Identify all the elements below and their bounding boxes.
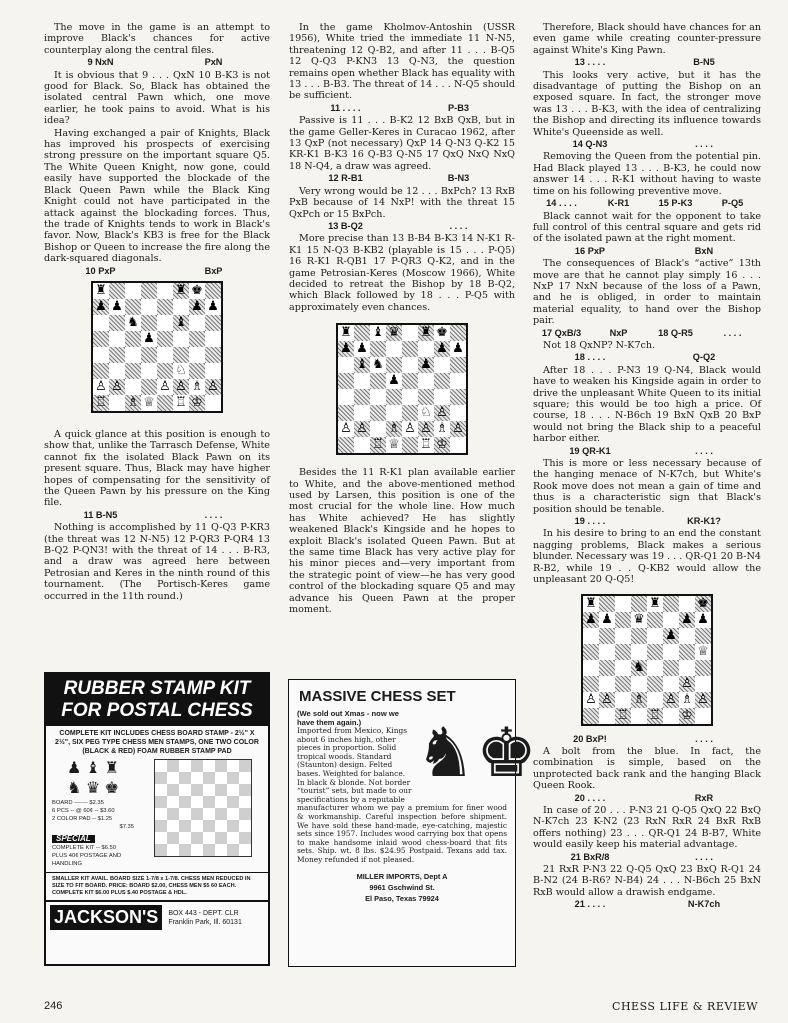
- move-line: 13 B-Q2 . . . .: [328, 220, 468, 231]
- board-square: [695, 660, 711, 676]
- article-column-3: [533, 22, 761, 912]
- board-square: [338, 437, 354, 453]
- board-square: ♖: [93, 395, 109, 411]
- move-line: 10 PxP BxP: [85, 265, 223, 276]
- special-badge: SPECIAL: [52, 835, 95, 843]
- board-square: [599, 596, 615, 612]
- board-square: ♟: [93, 299, 109, 315]
- board-square: ♙: [418, 421, 434, 437]
- ad-body: [289, 709, 537, 804]
- board-square: ♝: [354, 357, 370, 373]
- board-square: [695, 628, 711, 644]
- move-line: 16 PxP BxN: [574, 245, 714, 256]
- board-square: ♛: [633, 611, 645, 627]
- board-square: ♞: [372, 357, 384, 373]
- paragraph: Not 18 QxNP? N-K7ch.: [543, 339, 656, 351]
- board-square: ♕: [697, 643, 709, 659]
- board-square: [583, 644, 599, 660]
- board-square: [615, 596, 631, 612]
- board-square: [125, 363, 141, 379]
- board-square: ♙: [205, 379, 221, 395]
- board-square: [189, 363, 205, 379]
- chess-diagram-3: [581, 594, 713, 726]
- paragraph: Passive is 11 . . . B-K2 12 BxB QxB, but in the game Geller-Keres in Curacao 1962, after 13 QxP (not necessary) QxP 14 Q-N3 Q-K2 15 KR-K1 B-K3 16 Q-B3 Q-N5 17 QxQ NxQ NxQ 18 N-Q4, a draw was agreed.: [289, 115, 515, 172]
- board-square: [583, 660, 599, 676]
- board-square: [418, 373, 434, 389]
- paragraph: A quick glance at this position is enough to show that, unlike the Tarrasch Defense, White cannot fix the isolated Black Pawn on its present square. Thus, Black may have higher hopes of compensating for the sensitivity of the Queen Pawn by his pressure on the King file.: [44, 428, 270, 509]
- board-square: ♙: [434, 405, 450, 421]
- board-square: [205, 363, 221, 379]
- board-square: ♙: [679, 676, 695, 692]
- board-square: [386, 357, 402, 373]
- paragraph: Therefore, Black should have chances for an even game while creating counter-pressure against White's King Pawn.: [533, 22, 761, 56]
- board-square: [141, 315, 157, 331]
- move-line: 20 BxP! . . . .: [573, 733, 713, 744]
- board-square: ♟: [338, 341, 354, 357]
- board-square: [679, 644, 695, 660]
- paragraph: Very wrong would be 12 . . . BxPch? 13 RxB PxB because of 14 NxP! with the threat 15 QxPch or 15 BxPch.: [289, 185, 515, 220]
- board-square: ♗: [125, 395, 141, 411]
- board-square: ♜: [418, 325, 434, 341]
- board-square: [338, 357, 354, 373]
- board-square: [157, 315, 173, 331]
- paragraph: In the game Kholmov-Antoshin (USSR 1956), White tried the immediate 11 N-N5, threatening 12 Q-B2, and after 11 . . . B-Q5 12 Q-Q3 P-KN3 13 Q-N3, the question remains open whether Black has equality with 13 . . . B-B3. The threat of 14 . . . N-Q5 should be sufficient.: [289, 22, 515, 102]
- move-line: 9 NxN PxN: [87, 57, 223, 68]
- board-square: [402, 405, 418, 421]
- move-line: 21 BxR/8 . . . .: [570, 851, 713, 862]
- stamp-board-image: [154, 759, 252, 857]
- board-square: ♙: [173, 379, 189, 395]
- board-square: ♟: [111, 298, 123, 314]
- board-square: [205, 283, 221, 299]
- board-square: [450, 437, 466, 453]
- board-square: ♙: [109, 379, 125, 395]
- ad-lead: (We sold out Xmas - now we have them again.): [297, 709, 399, 727]
- move-line: 11 B-N5 . . . .: [83, 509, 223, 520]
- board-square: [615, 692, 631, 708]
- paragraph: Removing the Queen from the potential pin. Had Black played 13 . . . B-K3, he could now answer 14 . . . R-K1 without having to waste time on his following preventive move.: [533, 151, 761, 197]
- board-square: [679, 660, 695, 676]
- board-square: ♔: [434, 437, 450, 453]
- board-square: [93, 315, 109, 331]
- board-square: [631, 676, 647, 692]
- board-square: [157, 363, 173, 379]
- paragraph: This is more or less necessary because of the hanging menace of N-K7ch, but White's Rook move does not mean a gain of time and thus is a characteristic sign that Black's position should be tenable.: [533, 458, 761, 515]
- board-square: [141, 283, 157, 299]
- board-square: [370, 373, 386, 389]
- board-square: ♜: [173, 283, 189, 299]
- board-square: [434, 373, 450, 389]
- board-square: [450, 405, 466, 421]
- board-square: [338, 373, 354, 389]
- paragraph: The move in the game is an attempt to improve Black's chances for active counterplay along the central files.: [44, 22, 270, 56]
- move-line: 19 . . . . KR-K1?: [574, 516, 721, 527]
- ad-headline: RUBBER STAMP KIT FOR POSTAL CHESS: [46, 674, 268, 726]
- chess-set-photo: ♞♚: [415, 714, 537, 793]
- board-square: [631, 596, 647, 612]
- board-square: [109, 363, 125, 379]
- brand-logo: JACKSON'S: [50, 905, 162, 930]
- board-square: ♟: [356, 341, 368, 357]
- board-square: [402, 389, 418, 405]
- ad-headline: MASSIVE CHESS SET: [299, 688, 456, 705]
- chess-piece-icons: ♟ ♝ ♜: [67, 760, 119, 777]
- move-line: 14 . . . . K-R1 15 P-K3 P-Q5: [546, 198, 744, 209]
- board-square: [631, 708, 647, 724]
- board-square: [157, 331, 173, 347]
- board-square: ♟: [143, 330, 155, 346]
- board-square: [354, 389, 370, 405]
- board-square: [386, 341, 402, 357]
- board-square: [141, 363, 157, 379]
- board-square: [125, 299, 141, 315]
- board-square: ♙: [695, 692, 711, 708]
- board-square: [663, 596, 679, 612]
- board-square: [434, 357, 450, 373]
- board-square: [109, 331, 125, 347]
- board-square: [450, 325, 466, 341]
- board-square: [647, 692, 663, 708]
- board-square: ♟: [434, 341, 450, 357]
- ad-product-area: [46, 759, 268, 868]
- chess-piece-icons: ♞ ♛ ♚: [67, 780, 119, 797]
- board-square: [338, 405, 354, 421]
- paragraph: Having exchanged a pair of Knights, Black has improved his prospects of exercising strong pressure on the important square Q5. The White Queen Knight, now gone, could easily have supported the blockade of the Black Queen Pawn while the Black King Knight could not have participated in the attack against the blockading forces. Thus, the trade of Knights tends to work in Black's favor. Now, Black's KB3 is free for the Black Bishop or Queen to increase the fire along the dark-squared diagonals.: [44, 127, 270, 265]
- board-square: [663, 660, 679, 676]
- board-square: [631, 644, 647, 660]
- board-square: [125, 283, 141, 299]
- board-square: [93, 331, 109, 347]
- board-square: [370, 389, 386, 405]
- board-square: [370, 421, 386, 437]
- board-square: [402, 325, 418, 341]
- board-square: ♕: [143, 394, 155, 410]
- board-square: [93, 347, 109, 363]
- board-square: [402, 437, 418, 453]
- board-square: [663, 708, 679, 724]
- move-line: 18 . . . . Q-Q2: [574, 352, 716, 363]
- board-square: [157, 299, 173, 315]
- board-square: ♙: [585, 691, 597, 707]
- chess-diagram-1: [91, 281, 223, 413]
- board-square: [418, 341, 434, 357]
- board-square: ♖: [647, 708, 663, 724]
- move-line: 20 . . . . RxR: [574, 792, 714, 803]
- board-square: ♖: [175, 394, 187, 410]
- paragraph: 21 RxR P-N3 22 Q-Q5 QxQ 23 BxQ R-Q1 24 B-N2 (24 B-R6? N-B4) 24 . . . N-B6ch 25 BxN RxB would allow a drawish endgame.: [533, 863, 761, 898]
- board-square: [205, 315, 221, 331]
- paragraph: More precise than 13 B-B4 B-K3 14 N-K1 R-K1 15 N-Q3 B-KB2 (playable is 15 . . . P-Q5) 16 R-K1 R-QB1 17 P-QR3 Q-K2, and in the game Petrosian-Keres (Moscow 1966), White decided to retreat the Bishop by 18 B-Q2, which Black followed by 18 . . . P-Q5 with approximately even chances.: [289, 233, 515, 313]
- board-square: [354, 325, 370, 341]
- board-square: [402, 357, 418, 373]
- board-square: ♙: [340, 421, 352, 437]
- board-square: [615, 612, 631, 628]
- paragraph: This looks very active, but it has the disadvantage of putting the Bishop on an exposed square. In fact, the stronger move was 13 . . . B-K3, with the idea of centralizing the Bishop and directing its influence towards White's Queenside as well.: [533, 69, 761, 138]
- paragraph: In his desire to bring to an end the constant nagging problems, Black makes a serious blunder. Necessary was 19 . . . QR-Q1 20 B-N4 R-B2, while 19 . . Q-KB2 would allow the unpleasant 20 Q-Q5!: [533, 528, 761, 586]
- board-square: [189, 347, 205, 363]
- article-column-1: [44, 22, 270, 603]
- board-square: ♕: [388, 437, 400, 453]
- board-square: [695, 676, 711, 692]
- board-square: [663, 644, 679, 660]
- board-square: ♔: [189, 395, 205, 411]
- board-square: ♟: [663, 628, 679, 644]
- board-square: [93, 363, 109, 379]
- board-square: [205, 395, 221, 411]
- board-square: [450, 389, 466, 405]
- board-square: ♙: [599, 692, 615, 708]
- board-square: [647, 612, 663, 628]
- board-square: ♝: [372, 325, 384, 341]
- board-square: ♜: [585, 595, 597, 611]
- board-square: ♙: [663, 692, 679, 708]
- board-square: [647, 644, 663, 660]
- move-line: 17 QxB/3 NxP 18 Q-R5 . . . .: [541, 327, 742, 338]
- rubber-stamp-ad: [44, 672, 270, 966]
- board-square: [599, 676, 615, 692]
- board-square: [157, 347, 173, 363]
- board-square: [370, 405, 386, 421]
- board-square: [679, 596, 695, 612]
- paragraph: The consequences of Black's “active” 13th move are that he cannot play simply 16 . . . NxP 17 NxN because of the loss of a Pawn, and he is obliged, in order to maintain material equality, to hand over the Bishop pair.: [533, 258, 761, 327]
- board-square: [109, 315, 125, 331]
- board-square: ♗: [681, 691, 693, 707]
- board-square: [173, 347, 189, 363]
- ad-footer: [46, 900, 268, 933]
- board-square: [354, 437, 370, 453]
- board-square: ♜: [649, 595, 661, 611]
- paragraph: After 18 . . . P-N3 19 Q-N4, Black would have to weaken his Kingside again in order to drive the unpleasant White Queen to its initial square; this would be too high a price. Of course, 18 . . . N-B6ch 19 BxN QxB 20 BxP would not bring the Black ship to a peaceful harbor either.: [533, 364, 761, 445]
- board-square: ♚: [695, 596, 711, 612]
- board-square: ♜: [95, 282, 107, 298]
- board-square: [615, 676, 631, 692]
- board-square: [370, 341, 386, 357]
- board-square: ♛: [386, 325, 402, 341]
- board-square: ♘: [420, 405, 432, 421]
- board-square: ♟: [418, 357, 434, 373]
- board-square: [418, 389, 434, 405]
- board-square: [599, 660, 615, 676]
- board-square: ♟: [601, 611, 613, 627]
- board-square: [173, 331, 189, 347]
- board-square: [141, 347, 157, 363]
- board-square: ♟: [697, 611, 709, 627]
- board-square: [402, 341, 418, 357]
- chess-diagram-2: [336, 323, 468, 455]
- board-square: [354, 405, 370, 421]
- move-line: 13 . . . . B-N5: [574, 57, 715, 68]
- board-square: [402, 373, 418, 389]
- board-square: [338, 389, 354, 405]
- price-list: ♟ ♝ ♜ ♞ ♛ ♚ BOARD ------- $2.35 6 PCS -- @ 60¢ -- $3.60 2 COLOR PAD -- $1.25 $7.35 SPECIAL COMPLETE KIT -- $6.50 PLUS 40¢ POSTAGE AND HANDLING: [52, 760, 134, 867]
- move-line: 14 Q-N3 . . . .: [572, 139, 713, 150]
- board-square: [205, 347, 221, 363]
- board-square: [615, 644, 631, 660]
- board-square: [663, 612, 679, 628]
- board-square: [647, 660, 663, 676]
- board-square: [125, 379, 141, 395]
- board-square: [109, 283, 125, 299]
- board-square: [647, 628, 663, 644]
- ad-small-print: SMALLER KIT AVAIL. BOARD SIZE 1-7/8 x 1-7/8. CHESS MEN REDUCED IN SIZE TO FIT BOARD. PRICE: BOARD $2.00, CHESS MEN $5 60 EACH. COMPLETE KIT $6.00 PLUS $.40 POSTAGE & HDL.: [46, 872, 268, 900]
- board-square: [583, 708, 599, 724]
- board-square: [125, 347, 141, 363]
- board-square: [141, 379, 157, 395]
- board-square: [434, 389, 450, 405]
- board-square: ♖: [370, 437, 386, 453]
- board-square: ♟: [452, 341, 464, 357]
- board-square: ♗: [436, 421, 448, 437]
- board-square: ♙: [450, 421, 466, 437]
- board-square: [450, 357, 466, 373]
- paragraph: It is obvious that 9 . . . QxN 10 B-K3 is not good for Black. So, Black has obtained the isolated central Pawn which, one move earlier, he took pains to avoid. What is his idea?: [44, 69, 270, 127]
- board-square: ♙: [354, 421, 370, 437]
- board-square: [157, 283, 173, 299]
- board-square: ♗: [386, 421, 402, 437]
- board-square: [386, 389, 402, 405]
- board-square: ♝: [173, 315, 189, 331]
- board-square: [189, 331, 205, 347]
- board-square: [631, 628, 647, 644]
- board-square: [109, 395, 125, 411]
- move-line: 21 . . . . N-K7ch: [574, 899, 721, 910]
- board-square: [189, 315, 205, 331]
- board-square: [663, 676, 679, 692]
- board-square: [695, 708, 711, 724]
- board-square: [679, 628, 695, 644]
- board-square: ♟: [679, 612, 695, 628]
- move-line: 19 QR-K1 . . . .: [569, 445, 713, 456]
- paragraph: Black cannot wait for the opponent to take full control of this central square and gets rid of the isolated pawn at the right moment.: [533, 210, 761, 245]
- move-line: 12 R-B1 B-N3: [328, 173, 470, 184]
- board-square: ♟: [189, 299, 205, 315]
- board-square: [109, 347, 125, 363]
- board-square: ♟: [388, 373, 400, 389]
- board-square: ♔: [679, 708, 695, 724]
- article-column-2: [289, 22, 515, 616]
- board-square: [450, 373, 466, 389]
- board-square: ♖: [615, 708, 631, 724]
- board-square: [583, 628, 599, 644]
- paragraph: In case of 20 . . . P-N3 21 Q-Q5 QxQ 22 BxQ N-K7ch 23 K-N2 (23 RxN RxR 24 BxR RxB offers nothing) 23 . . . QR-Q1 24 B-B7, White would easily keep his material advantage.: [533, 804, 761, 851]
- chess-set-ad: [288, 679, 537, 967]
- paragraph: Nothing is accomplished by 11 Q-Q3 P-KR3 (the threat was 12 N-N5) 12 P-QR3 P-QR4 13 B-Q2 P-QN3! with the threat of 14 . . . B-R3, and a draw was agreed here between Petrosian and Keres in the ninth round of this tournament. (The Portisch-Keres game occurred in the 11th round.): [44, 522, 270, 602]
- board-square: ♜: [340, 325, 352, 341]
- board-square: [599, 644, 615, 660]
- board-square: [125, 331, 141, 347]
- board-square: ♗: [191, 378, 203, 394]
- board-square: [386, 405, 402, 421]
- board-square: [615, 628, 631, 644]
- board-square: [599, 628, 615, 644]
- board-square: ♚: [436, 325, 448, 341]
- board-square: ♙: [95, 378, 107, 394]
- board-square: [205, 331, 221, 347]
- board-square: ♘: [175, 362, 187, 378]
- board-square: [354, 373, 370, 389]
- board-square: [141, 299, 157, 315]
- board-square: ♖: [420, 437, 432, 453]
- ad-text: Imported from Mexico, Kings about 6 inches high, other pieces in proportion. Solid tropical woods. Standard (Staunton) design. Felted bases. Weighted for balance. In black & blonde. Not border “tourist” sets, but made to our specifications by a reputable: [297, 726, 412, 804]
- board-square: ♞: [127, 314, 139, 330]
- ad-text: manufacturer whom we pay a premium for finer wood & workmanship. Careful inspection before shipment. We have sold these hand-made, eye-catching, majestic sets since 1957. Includes wood carrying box that opens to make handsome inlaid wood chess-board that fits sets. Ship. wt. 8 lbs. $24.95 Postpaid. Texans add tax. Money refunded if not pleased.: [297, 803, 507, 864]
- paragraph: Besides the 11 R-K1 plan available earlier to White, and the above-mentioned method used by Larsen, this position is one of the most crucial for the whole line. How much has White achieved? He has slightly weakened Black's Kingside and he hopes to exploit Black's isolated Queen Pawn. But at the same time Black has very active play for his minor pieces and—very important from the strategic point of view—he has very good control of the blockading square Q5 and may advance his Queen Pawn at the proper moment.: [289, 467, 515, 616]
- board-square: ♙: [159, 378, 171, 394]
- board-square: ♙: [404, 421, 416, 437]
- board-square: [157, 395, 173, 411]
- board-square: ♚: [191, 282, 203, 298]
- board-square: [615, 660, 631, 676]
- page-number: 246: [44, 1000, 63, 1012]
- ad-address: MILLER IMPORTS, Dept A 9961 Gschwind St. El Paso, Texas 79924: [356, 871, 448, 903]
- move-line: 11 . . . . P-B3: [330, 102, 469, 113]
- board-square: ♟: [207, 298, 219, 314]
- ad-address: BOX 443 - DEPT. CLR Franklin Park, Ill. 60131: [168, 909, 242, 926]
- board-square: [173, 299, 189, 315]
- magazine-title: CHESS LIFE & REVIEW: [612, 1000, 758, 1013]
- board-square: [583, 676, 599, 692]
- board-square: ♞: [631, 660, 647, 676]
- ad-description: COMPLETE KIT INCLUDES CHESS BOARD STAMP - 2½" X 2½", SIX PEG TYPE CHESS MEN STAMPS, ONE TWO COLOR (BLACK & RED) FOAM RUBBER STAMP PAD: [55, 730, 259, 755]
- board-square: ♗: [631, 692, 647, 708]
- paragraph: A bolt from the blue. In fact, the combination is simple, based on the unprotected back rank and the hanging Black Queen Rook.: [533, 745, 761, 792]
- board-square: [599, 708, 615, 724]
- board-square: ♟: [583, 612, 599, 628]
- board-square: [647, 676, 663, 692]
